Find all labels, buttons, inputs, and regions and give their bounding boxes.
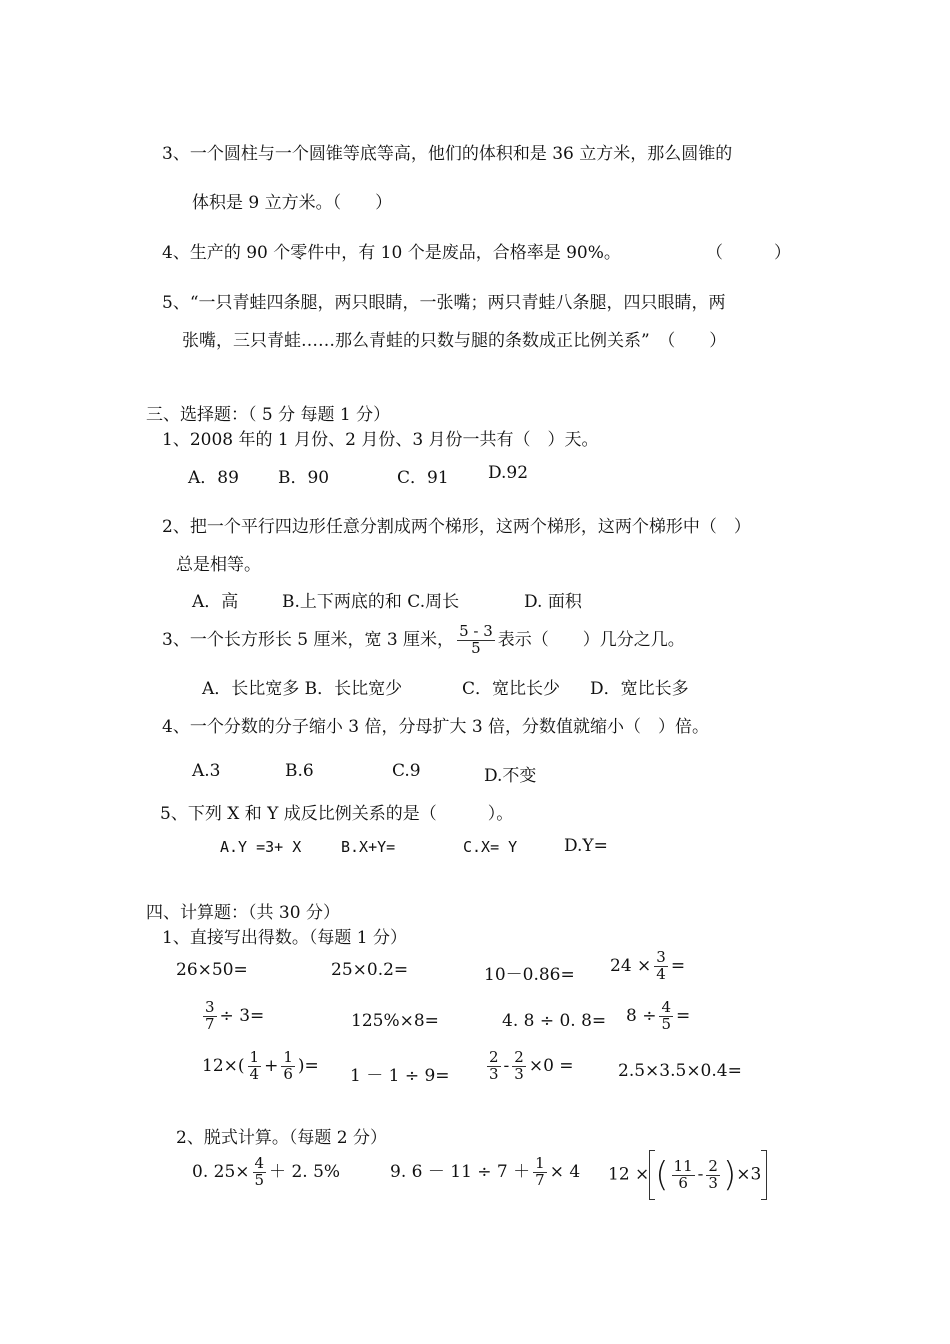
fraction — [248, 1050, 262, 1083]
calc-expr-3 — [608, 1150, 767, 1200]
fraction-denominator: 5 — [471, 638, 481, 657]
calc-r2-d — [626, 1000, 690, 1033]
choice-q2-option-d: D. 面积 — [524, 592, 582, 612]
expr-text: 0. 25× — [192, 1161, 250, 1182]
choice-q5-option-a: A.Y =3+ X — [220, 838, 302, 856]
choice-q2-line2: 总是相等。 — [176, 555, 261, 575]
choice-heading: 三、选择题：（ 5 分 每题 1 分） — [146, 405, 391, 425]
choice-q1-option-a: A．89 — [188, 468, 239, 488]
choice-q3-option-d: D．宽比长多 — [590, 679, 689, 699]
expr-text: )= — [297, 1055, 319, 1076]
calc-sub1: 1、直接写出得数。（每题 1 分） — [162, 928, 407, 948]
fraction-numerator: 11 — [673, 1156, 693, 1175]
calc-r1-c: 10－0.86= — [484, 965, 575, 985]
calc-r1-a: 26×50= — [176, 960, 248, 980]
judge-q3-line2: 体积是 9 立方米。（ ） — [192, 193, 393, 213]
calc-r1-d — [610, 950, 685, 983]
fraction-numerator: 4 — [254, 1154, 265, 1172]
choice-q3-fraction — [457, 624, 495, 657]
fraction-denominator: 4 — [656, 964, 666, 983]
expr-text: = — [676, 1005, 691, 1026]
fraction-denominator: 6 — [678, 1173, 688, 1192]
fraction-numerator: 1 — [535, 1154, 545, 1172]
fraction-denominator: 4 — [249, 1064, 260, 1083]
fraction-denominator: 3 — [514, 1064, 524, 1083]
choice-q3-text-pre: 3、一个长方形长 5 厘米，宽 3 厘米， — [162, 629, 455, 650]
fraction — [706, 1156, 720, 1192]
choice-q5-option-d: D.Y= — [564, 836, 608, 856]
choice-q3-text-post: 表示（ ）几分之几。 — [497, 629, 685, 650]
expr-text: = — [670, 955, 686, 976]
choice-q3-option-c: C．宽比长少 — [462, 679, 561, 699]
calc-heading: 四、计算题：（共 30 分） — [146, 903, 340, 923]
left-paren: ( — [655, 1155, 669, 1195]
fraction-denominator: 5 — [661, 1014, 672, 1033]
calc-r2-a — [200, 1000, 264, 1033]
fraction — [672, 1156, 695, 1192]
fraction-numerator: 5 - 3 — [459, 622, 493, 640]
fraction — [533, 1156, 547, 1189]
fraction-numerator: 4 — [661, 998, 672, 1016]
calc-r2-b: 125%×8= — [351, 1011, 439, 1031]
expr-text: 12×( — [202, 1055, 245, 1076]
fraction-numerator: 2 — [708, 1156, 718, 1175]
fraction — [659, 1000, 673, 1033]
plus-sign: + — [264, 1055, 279, 1076]
right-square-bracket — [761, 1150, 767, 1200]
calc-r3-a — [202, 1050, 319, 1083]
choice-q5: 5、下列 X 和 Y 成反比例关系的是（ ）。 — [160, 804, 514, 824]
choice-q2-option-a: A．高 — [192, 592, 239, 612]
right-paren: ) — [722, 1155, 737, 1195]
expr-text: ×3 — [736, 1164, 762, 1185]
fraction-numerator: 2 — [489, 1048, 499, 1066]
fraction-numerator: 3 — [656, 948, 666, 966]
judge-q4: 4、生产的 90 个零件中，有 10 个是废品，合格率是 90%。 — [162, 243, 621, 263]
expr-text: × 4 — [549, 1161, 581, 1182]
judge-q5-line2: 张嘴，三只青蛙……那么青蛙的只数与腿的条数成正比例关系” （ ） — [182, 331, 727, 351]
judge-q4-answer-paren: （ ） — [706, 243, 791, 263]
fraction-denominator: 3 — [708, 1173, 718, 1192]
expr-text: 8 ÷ — [626, 1005, 657, 1026]
expr-text: 24 × — [610, 955, 652, 976]
fraction — [654, 950, 668, 983]
fraction-numerator: 3 — [205, 998, 215, 1016]
fraction — [253, 1156, 267, 1189]
fraction — [512, 1050, 526, 1083]
judge-q3-line1: 3、一个圆柱与一个圆锥等底等高，他们的体积和是 36 立方米，那么圆锥的 — [162, 144, 733, 164]
fraction-denominator: 6 — [283, 1064, 293, 1083]
choice-q4-option-d: D.不变 — [484, 766, 537, 786]
choice-q1-option-b: B．90 — [278, 468, 330, 488]
minus-sign: - — [697, 1164, 704, 1185]
expr-text: ÷ 3= — [219, 1005, 265, 1026]
choice-q2-option-bc: B.上下两底的和 C.周长 — [282, 592, 460, 612]
expr-text: ＋ 2. 5% — [269, 1161, 341, 1182]
fraction-numerator: 1 — [283, 1048, 293, 1066]
fraction — [281, 1050, 295, 1083]
fraction-denominator: 7 — [535, 1170, 545, 1189]
choice-q5-option-b: B.X+Y= — [341, 838, 396, 856]
calc-expr-1 — [192, 1156, 340, 1189]
calc-r3-d: 2.5×3.5×0.4= — [618, 1061, 742, 1081]
calc-r2-c: 4. 8 ÷ 0. 8= — [502, 1011, 607, 1031]
calc-r3-c — [484, 1050, 574, 1083]
fraction-numerator: 1 — [249, 1048, 260, 1066]
expr-text: ×0 = — [528, 1055, 574, 1076]
calc-r3-b: 1 － 1 ÷ 9= — [350, 1066, 450, 1086]
choice-q4-option-a: A.3 — [192, 761, 221, 781]
minus-sign: - — [503, 1055, 510, 1076]
choice-q4: 4、一个分数的分子缩小 3 倍，分母扩大 3 倍，分数值就缩小（ ）倍。 — [162, 717, 710, 737]
choice-q4-option-b: B.6 — [285, 761, 314, 781]
expr-text: 12 × — [608, 1164, 650, 1185]
choice-q1: 1、2008 年的 1 月份、2 月份、3 月份一共有（ ）天。 — [162, 430, 599, 450]
judge-q5-line1: 5、“一只青蛙四条腿，两只眼睛，一张嘴；两只青蛙八条腿，四只眼睛，两 — [162, 293, 726, 313]
fraction-numerator: 2 — [514, 1048, 524, 1066]
choice-q3-option-ab: A．长比宽多 B．长比宽少 — [202, 679, 403, 699]
choice-q1-option-d: D.92 — [488, 463, 529, 483]
fraction-denominator: 5 — [254, 1170, 265, 1189]
calc-expr-2 — [390, 1156, 580, 1189]
fraction — [203, 1000, 217, 1033]
choice-q5-option-c: C.X= Y — [463, 838, 518, 856]
choice-q2-line1: 2、把一个平行四边形任意分割成两个梯形，这两个梯形，这两个梯形中（ ） — [162, 517, 751, 537]
fraction-denominator: 7 — [205, 1014, 215, 1033]
fraction-denominator: 3 — [489, 1064, 499, 1083]
calc-sub2: 2、脱式计算。（每题 2 分） — [176, 1128, 387, 1148]
expr-text: 9. 6 － 11 ÷ 7 ＋ — [390, 1161, 531, 1182]
calc-r1-b: 25×0.2= — [331, 960, 409, 980]
fraction — [487, 1050, 501, 1083]
choice-q1-option-c: C．91 — [397, 468, 449, 488]
choice-q3 — [162, 624, 685, 657]
choice-q4-option-c: C.9 — [392, 761, 421, 781]
